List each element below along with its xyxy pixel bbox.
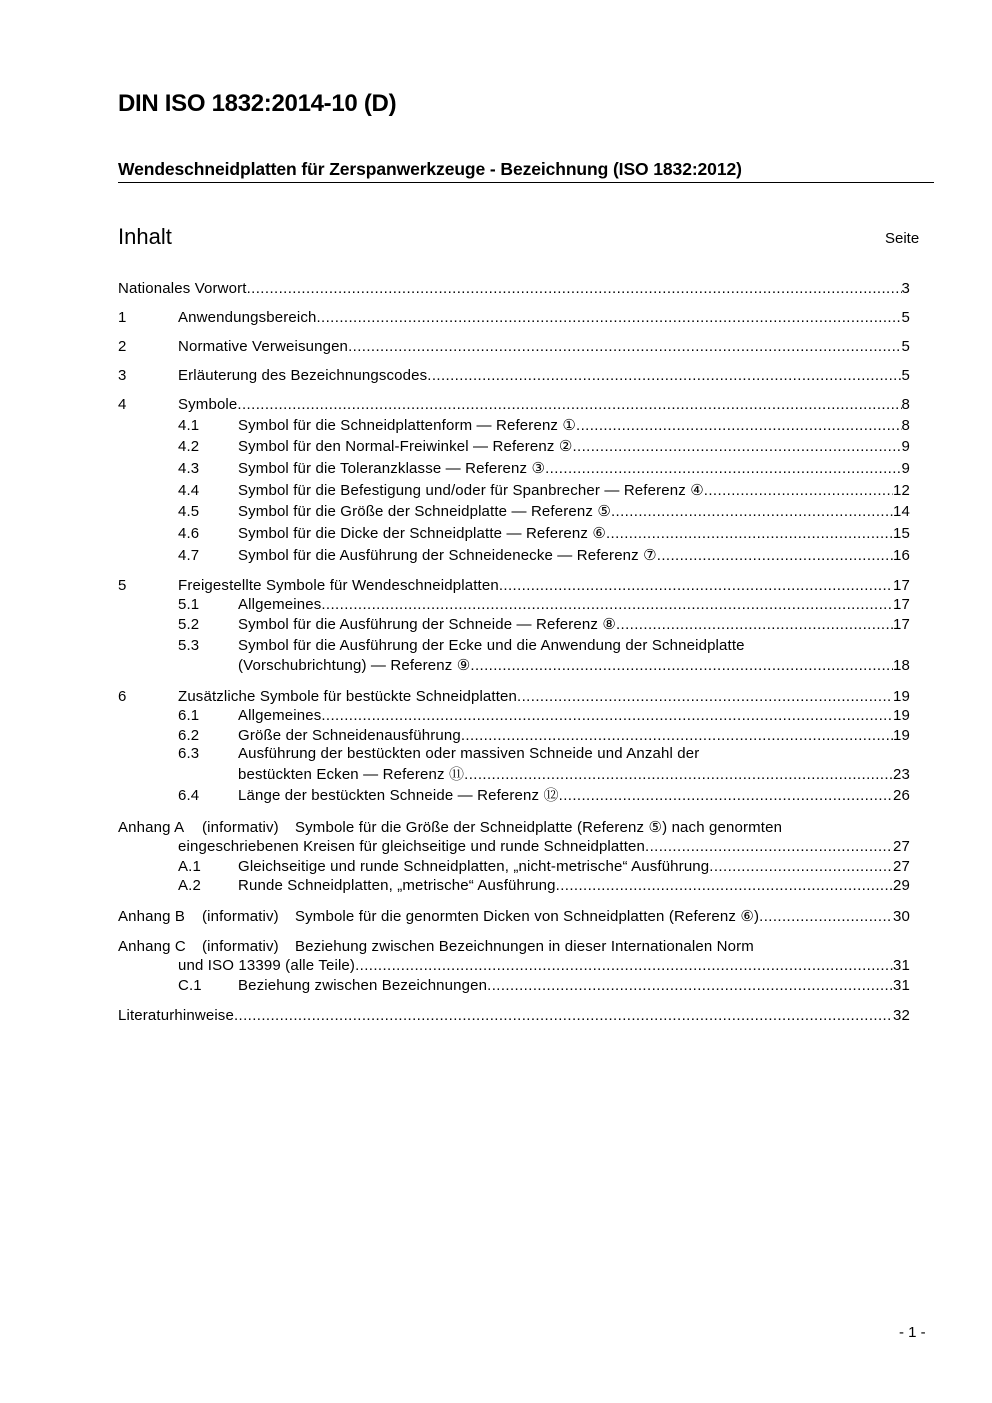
toc-entry-page: 8 — [901, 396, 910, 413]
toc-dot-leader — [234, 1006, 893, 1026]
toc-entry-page: 17 — [893, 596, 910, 613]
toc-entry-number: 5.3 — [178, 637, 200, 654]
toc-entry-page: 19 — [893, 707, 910, 724]
toc-entry[interactable] — [118, 744, 910, 766]
toc-entry-body — [178, 837, 910, 857]
toc-entry-title: Beziehung zwischen Bezeichnungen — [238, 977, 488, 994]
toc-entry-body — [238, 524, 910, 544]
toc-entry-title: und ISO 13399 (alle Teile) — [178, 957, 356, 974]
toc-entry-page: 30 — [893, 908, 910, 925]
toc-entry-title: bestückten Ecken — Referenz ⑪ — [238, 766, 465, 783]
toc-entry-page: 17 — [893, 577, 910, 594]
toc-entry-title: Symbol für die Ausführung der Ecke und die Anwendung der Schneidplatte — [238, 637, 745, 654]
toc-entry-page: 5 — [901, 309, 910, 326]
toc-entry-body — [178, 366, 910, 386]
toc-entry[interactable] — [118, 395, 910, 417]
toc-entry-number: 4.3 — [178, 460, 200, 477]
toc-entry[interactable] — [118, 366, 910, 388]
toc-entry-title: Nationales Vorwort — [118, 280, 247, 297]
toc-entry-body — [238, 481, 910, 501]
toc-entry-title: Symbol für die Ausführung der Schneide — Referenz ⑧ — [238, 616, 616, 633]
toc-entry-title: Zusätzliche Symbole für bestückte Schneidplatten — [178, 688, 518, 705]
toc-dot-leader — [470, 656, 893, 676]
document-subtitle: Wendeschneidplatten für Zerspanwerkzeuge - Bezeichnung (ISO 1832:2012) — [118, 159, 742, 179]
toc-entry-number: 4.2 — [178, 438, 200, 455]
toc-entry-title: Symbol für den Normal-Freiwinkel — Referenz ② — [238, 438, 573, 455]
toc-dot-leader — [427, 366, 901, 386]
toc-entry-body — [238, 876, 910, 896]
toc-entry-title: Symbol für die Ausführung der Schneidenecke — Referenz ⑦ — [238, 547, 657, 564]
toc-dot-leader — [517, 687, 893, 707]
toc-entry-body — [238, 656, 910, 676]
toc-entry-title: Runde Schneidplatten, „metrische“ Ausführung — [238, 877, 556, 894]
toc-entry-body — [238, 636, 910, 656]
toc-entry[interactable] — [118, 656, 910, 678]
toc-entry-body — [238, 786, 910, 806]
toc-entry[interactable] — [118, 837, 910, 859]
toc-entry[interactable] — [118, 706, 910, 728]
page-number: - 1 - — [899, 1324, 926, 1341]
toc-entry[interactable] — [118, 765, 910, 787]
toc-entry-body — [238, 857, 910, 877]
toc-page-column-label: Seite — [885, 230, 920, 247]
toc-dot-leader — [556, 876, 893, 896]
toc-dot-leader — [316, 308, 901, 328]
toc-dot-leader — [487, 976, 893, 996]
toc-annex-normative-status: (informativ) — [202, 819, 279, 836]
toc-dot-leader — [355, 956, 893, 976]
toc-entry-title: Literaturhinweise — [118, 1007, 234, 1024]
toc-entry-page: 17 — [893, 616, 910, 633]
toc-entry-number: 5 — [118, 577, 127, 594]
table-of-contents — [118, 0, 910, 1100]
toc-entry-body — [178, 337, 910, 357]
toc-entry-number: 4.6 — [178, 525, 200, 542]
toc-entry[interactable] — [118, 279, 910, 301]
toc-entry-body — [118, 279, 910, 299]
toc-entry-page: 29 — [893, 877, 910, 894]
toc-entry-number: 6.1 — [178, 707, 200, 724]
toc-entry-number: 4.1 — [178, 417, 200, 434]
toc-entry-page: 32 — [893, 1007, 910, 1024]
toc-entry-title: Allgemeines — [238, 596, 322, 613]
toc-entry-page: 5 — [901, 338, 910, 355]
toc-entry[interactable] — [118, 636, 910, 658]
toc-entry-page: 31 — [893, 977, 910, 994]
toc-entry-body — [178, 308, 910, 328]
toc-dot-leader — [645, 837, 893, 857]
toc-entry-title: Allgemeines — [238, 707, 322, 724]
toc-entry-body — [178, 687, 910, 707]
toc-entry-body — [295, 937, 910, 957]
toc-entry-page: 14 — [893, 503, 910, 520]
toc-entry-title: Symbole für die Größe der Schneidplatte (Referenz ⑤) nach genormten — [295, 819, 783, 836]
toc-entry-body — [118, 1006, 910, 1026]
toc-entry[interactable] — [118, 459, 910, 481]
toc-heading: Inhalt — [118, 224, 172, 249]
toc-entry-page: 26 — [893, 787, 910, 804]
toc-entry-title: Symbole für die genormten Dicken von Schneidplatten (Referenz ⑥) — [295, 908, 760, 925]
toc-dot-leader — [499, 576, 893, 596]
toc-entry-body — [295, 818, 910, 838]
toc-entry[interactable] — [118, 956, 910, 978]
toc-entry-body — [238, 615, 910, 635]
toc-entry[interactable] — [118, 502, 910, 524]
toc-entry[interactable] — [118, 976, 910, 998]
toc-annex-normative-status: (informativ) — [202, 908, 279, 925]
toc-dot-leader — [616, 615, 893, 635]
toc-entry-body — [238, 437, 910, 457]
toc-entry-number: C.1 — [178, 977, 202, 994]
toc-dot-leader — [572, 437, 901, 457]
toc-dot-leader — [461, 726, 893, 746]
toc-entry-page: 18 — [893, 657, 910, 674]
toc-dot-leader — [709, 857, 893, 877]
toc-entry-number: 5.1 — [178, 596, 200, 613]
toc-entry-body — [178, 956, 910, 976]
toc-entry-number: 3 — [118, 367, 127, 384]
toc-entry-body — [295, 907, 910, 927]
toc-entry-page: 5 — [901, 367, 910, 384]
toc-entry-title: Symbol für die Schneidplattenform — Referenz ① — [238, 417, 576, 434]
toc-entry-body — [238, 416, 910, 436]
toc-entry[interactable] — [118, 308, 910, 330]
toc-entry-body — [238, 595, 910, 615]
toc-dot-leader — [247, 279, 902, 299]
toc-entry-page: 9 — [901, 438, 910, 455]
toc-entry-title: Gleichseitige und runde Schneidplatten, „nicht-metrische“ Ausführung — [238, 858, 710, 875]
toc-entry-number: A.2 — [178, 877, 201, 894]
toc-entry-page: 19 — [893, 727, 910, 744]
toc-entry-title: Symbole — [178, 396, 238, 413]
toc-entry-number: Anhang C — [118, 938, 186, 955]
toc-entry-title: Symbol für die Befestigung und/oder für Spanbrecher — Referenz ④ — [238, 482, 704, 499]
toc-entry-title: Symbol für die Dicke der Schneidplatte — Referenz ⑥ — [238, 525, 606, 542]
toc-entry-page: 12 — [893, 482, 910, 499]
toc-dot-leader — [321, 706, 893, 726]
toc-entry-page: 23 — [893, 766, 910, 783]
toc-entry[interactable] — [118, 1006, 910, 1028]
toc-entry-number: Anhang B — [118, 908, 186, 925]
toc-entry-title: Ausführung der bestückten oder massiven Schneide und Anzahl der — [238, 745, 700, 762]
toc-entry[interactable] — [118, 786, 910, 808]
toc-entry[interactable] — [118, 416, 910, 438]
toc-entry-page: 9 — [901, 460, 910, 477]
toc-dot-leader — [657, 546, 893, 566]
toc-entry-body — [238, 459, 910, 479]
toc-entry-body — [178, 576, 910, 596]
toc-entry-number: 5.2 — [178, 616, 200, 633]
toc-dot-leader — [237, 395, 901, 415]
toc-entry[interactable] — [118, 595, 910, 617]
toc-entry-page: 27 — [893, 858, 910, 875]
toc-entry-number: 4.7 — [178, 547, 200, 564]
toc-entry-body — [238, 976, 910, 996]
toc-dot-leader — [545, 459, 901, 479]
toc-entry-body — [238, 706, 910, 726]
toc-dot-leader — [704, 481, 893, 501]
toc-entry-number: 2 — [118, 338, 127, 355]
toc-entry[interactable] — [118, 615, 910, 637]
toc-entry-page: 15 — [893, 525, 910, 542]
toc-entry[interactable] — [118, 481, 910, 503]
toc-entry-title: eingeschriebenen Kreisen für gleichseitige und runde Schneidplatten — [178, 838, 646, 855]
toc-entry-page: 3 — [901, 280, 910, 297]
toc-entry-title: Freigestellte Symbole für Wendeschneidplatten — [178, 577, 499, 594]
toc-entry[interactable] — [118, 546, 910, 568]
toc-entry-page: 19 — [893, 688, 910, 705]
toc-entry-page: 27 — [893, 838, 910, 855]
toc-entry-body — [238, 765, 910, 785]
toc-entry[interactable] — [118, 337, 910, 359]
toc-entry-page: 8 — [901, 417, 910, 434]
toc-dot-leader — [606, 524, 893, 544]
toc-entry-number: 1 — [118, 309, 127, 326]
toc-annex-normative-status: (informativ) — [202, 938, 279, 955]
toc-entry-page: 16 — [893, 547, 910, 564]
toc-dot-leader — [759, 907, 893, 927]
toc-entry-title: Größe der Schneidenausführung — [238, 727, 461, 744]
toc-entry-page: 31 — [893, 957, 910, 974]
toc-entry[interactable] — [118, 524, 910, 546]
toc-entry-number: 4.5 — [178, 503, 200, 520]
toc-entry-body — [238, 726, 910, 746]
toc-entry-number: A.1 — [178, 858, 201, 875]
toc-entry-title: (Vorschubrichtung) — Referenz ⑨ — [238, 657, 471, 674]
toc-entry-body — [238, 546, 910, 566]
toc-entry-number: 6.4 — [178, 787, 200, 804]
toc-entry[interactable] — [118, 876, 910, 898]
toc-entry-title: Anwendungsbereich — [178, 309, 317, 326]
toc-entry-title: Normative Verweisungen — [178, 338, 349, 355]
toc-entry[interactable] — [118, 907, 910, 929]
toc-entry-body — [178, 395, 910, 415]
toc-entry-body — [238, 744, 910, 764]
toc-entry-title: Symbol für die Toleranzklasse — Referenz ③ — [238, 460, 546, 477]
toc-dot-leader — [611, 502, 893, 522]
toc-entry-number: Anhang A — [118, 819, 185, 836]
toc-dot-leader — [348, 337, 901, 357]
document-title: DIN ISO 1832:2014-10 (D) — [118, 90, 397, 117]
toc-dot-leader — [321, 595, 893, 615]
toc-entry-number: 6.3 — [178, 745, 200, 762]
toc-entry-title: Erläuterung des Bezeichnungscodes — [178, 367, 428, 384]
toc-entry-body — [238, 502, 910, 522]
toc-entry-title: Beziehung zwischen Bezeichnungen in dieser Internationalen Norm — [295, 938, 754, 955]
toc-entry-number: 6.2 — [178, 727, 200, 744]
toc-entry-title: Länge der bestückten Schneide — Referenz ⑫ — [238, 787, 559, 804]
toc-entry-title: Symbol für die Größe der Schneidplatte — Referenz ⑤ — [238, 503, 611, 520]
toc-dot-leader — [464, 765, 893, 785]
toc-entry[interactable] — [118, 437, 910, 459]
toc-entry-number: 4.4 — [178, 482, 200, 499]
toc-entry-number: 6 — [118, 688, 127, 705]
toc-entry-number: 4 — [118, 396, 127, 413]
toc-dot-leader — [559, 786, 893, 806]
toc-dot-leader — [576, 416, 902, 436]
